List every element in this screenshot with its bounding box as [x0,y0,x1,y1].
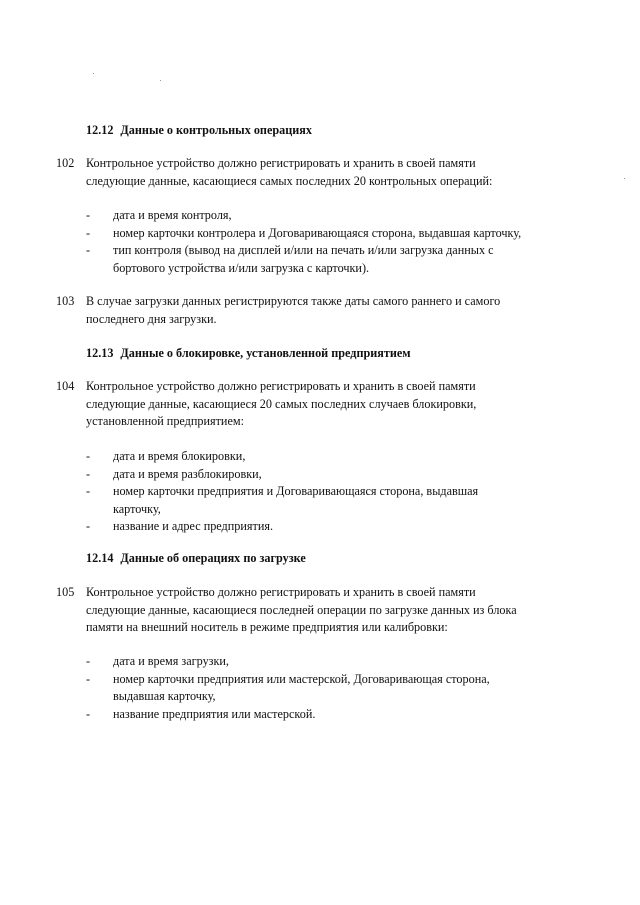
section-title: Данные об операциях по загрузке [120,551,306,565]
bullet-dash: - [86,654,91,668]
bullet-dash: - [86,208,91,222]
section-number: 12.12 [86,123,114,137]
list-item-line: карточку, [113,501,161,516]
scan-speck [93,73,94,74]
section-title: Данные о контрольных операциях [120,123,312,137]
section-heading [86,122,312,140]
paragraph-line: Контрольное устройство должно регистрировать и хранить в своей памяти [86,156,476,170]
list-item-line: дата и время контроля, [113,208,232,222]
list-item-line: номер карточки контролера и Договаривающаяся сторона, выдавшая карточку, [113,225,522,240]
paragraph-line: последнего дня загрузки. [86,311,217,326]
list-item-line: дата и время загрузки, [113,654,229,668]
paragraph-line: памяти на внешний носитель в режиме предприятия или калибровки: [86,620,448,634]
paragraph-number: 103 [56,294,75,308]
bullet-dash: - [86,449,91,463]
list-item-line: тип контроля (вывод на дисплей и/или на печать и/или загрузка данных с [113,243,494,257]
list-item [86,242,556,277]
paragraph-line: следующие данные, касающиеся последней операции по загрузке данных из блока [86,602,517,617]
list-item [86,466,556,484]
bullet-dash: - [86,243,91,257]
list-item [86,448,556,466]
paragraph-number: 105 [56,585,75,599]
paragraph-text [86,293,556,328]
paragraph-text [86,155,556,190]
list-item-line: бортового устройства и/или загрузка с карточки). [113,260,370,275]
list-item-line: номер карточки предприятия или мастерской, Договаривающая сторона, [113,671,490,686]
bullet-list [86,207,556,277]
list-item [86,671,556,706]
bullet-list [86,653,556,723]
list-item [86,706,556,724]
paragraph-number: 104 [56,379,75,393]
list-item [86,207,556,225]
paragraph-text [86,584,556,637]
paragraph-line: следующие данные, касающиеся самых последних 20 контрольных операций: [86,173,493,188]
bullet-list [86,448,556,536]
list-item [86,225,556,243]
list-item [86,653,556,671]
list-item-line: дата и время разблокировки, [113,466,262,481]
section-heading [86,550,306,568]
list-item-line: выдавшая карточку, [113,689,216,703]
paragraph-text [86,378,556,431]
scan-speck [624,178,625,179]
list-item [86,483,556,518]
section-title: Данные о блокировке, установленной предприятием [120,346,411,360]
paragraph-line: установленной предприятием: [86,414,244,428]
bullet-dash: - [86,484,91,498]
section-heading [86,345,411,363]
section-number: 12.13 [86,346,114,360]
paragraph-line: следующие данные, касающиеся 20 самых последних случаев блокировки, [86,396,477,411]
list-item [86,518,556,536]
bullet-dash: - [86,671,91,686]
paragraph-line: Контрольное устройство должно регистрировать и хранить в своей памяти [86,585,476,599]
list-item-line: название предприятия или мастерской. [113,706,316,721]
list-item-line: название и адрес предприятия. [113,519,274,533]
list-item-line: номер карточки предприятия и Договаривающаяся сторона, выдавшая [113,484,479,498]
paragraph-number: 102 [56,156,75,170]
scan-speck [160,80,161,81]
list-item-line: дата и время блокировки, [113,449,246,463]
paragraph-line: Контрольное устройство должно регистрировать и хранить в своей памяти [86,379,476,393]
bullet-dash: - [86,519,91,533]
bullet-dash: - [86,225,91,240]
bullet-dash: - [86,466,91,481]
bullet-dash: - [86,706,91,721]
paragraph-line: В случае загрузки данных регистрируются также даты самого раннего и самого [86,294,501,308]
section-number: 12.14 [86,551,114,565]
